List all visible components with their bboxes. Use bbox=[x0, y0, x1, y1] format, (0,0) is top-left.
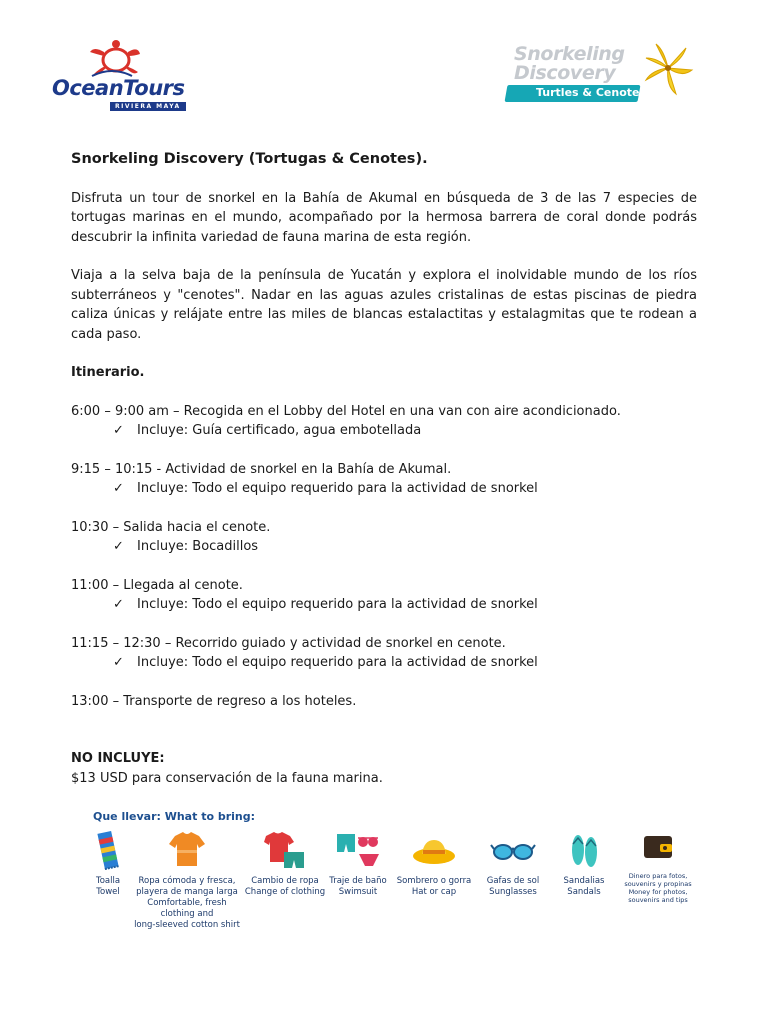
caption-line: Sandals bbox=[567, 887, 601, 897]
caption-line: playera de manga larga bbox=[136, 887, 238, 897]
bring-item-sandals bbox=[558, 830, 610, 898]
logo-line-1: Snorkeling bbox=[514, 43, 625, 65]
not-included-heading: NO INCLUYE: bbox=[71, 751, 165, 766]
bring-item-money bbox=[620, 830, 696, 904]
bring-caption bbox=[326, 876, 390, 898]
logo-band-text: Turtles & Cenotes bbox=[536, 86, 647, 99]
itinerary-include bbox=[71, 421, 697, 441]
caption-line: Sombrero o gorra bbox=[396, 876, 472, 886]
itinerary-time: 11:00 – Llegada al cenote. bbox=[71, 577, 243, 593]
itinerary-heading: Itinerario. bbox=[71, 365, 145, 380]
itinerary-include bbox=[71, 595, 697, 615]
include-text: Incluye: Bocadillos bbox=[137, 539, 259, 554]
caption-line: souvenirs y propinas bbox=[624, 880, 692, 888]
swimsuit-icon bbox=[333, 830, 383, 870]
caption-line: Towel bbox=[96, 887, 120, 897]
itinerary-item bbox=[71, 518, 697, 557]
ocean-tours-subtitle: RIVIERA MAYA bbox=[110, 102, 186, 111]
caption-line: Gafas de sol bbox=[486, 876, 540, 886]
include-text: Incluye: Todo el equipo requerido para la actividad de snorkel bbox=[137, 655, 538, 670]
sandals-icon bbox=[567, 830, 601, 870]
itinerary-include bbox=[71, 537, 697, 557]
checkmark-icon: ✓ bbox=[113, 539, 124, 554]
caption-line: Sandalias bbox=[563, 876, 605, 886]
caption-line: Cambio de ropa bbox=[251, 876, 319, 886]
checkmark-icon: ✓ bbox=[113, 423, 124, 438]
bring-item-hat bbox=[394, 830, 474, 898]
bring-item-clothing bbox=[132, 830, 242, 931]
lily-flower-icon bbox=[642, 40, 694, 96]
bring-caption bbox=[480, 876, 546, 898]
caption-line: souvenirs and tips bbox=[628, 896, 688, 904]
bring-caption bbox=[240, 876, 330, 898]
ocean-tours-logo bbox=[52, 36, 185, 116]
itinerary-item bbox=[71, 576, 697, 615]
bring-item-swimsuit bbox=[326, 830, 390, 898]
itinerary-time: 10:30 – Salida hacia el cenote. bbox=[71, 519, 271, 535]
bring-caption bbox=[88, 876, 128, 898]
caption-line: Sunglasses bbox=[489, 887, 537, 897]
caption-line: Swimsuit bbox=[338, 887, 378, 897]
change-of-clothing-icon bbox=[260, 830, 310, 870]
itinerary-include bbox=[71, 653, 697, 673]
wallet-icon bbox=[638, 830, 678, 866]
what-to-bring-section bbox=[88, 808, 708, 948]
bring-caption bbox=[132, 876, 242, 931]
what-to-bring-title: Que llevar: What to bring: bbox=[93, 810, 256, 823]
caption-line: Dinero para fotos, bbox=[628, 872, 688, 880]
snorkeling-discovery-logo bbox=[504, 40, 696, 110]
include-text: Incluye: Todo el equipo requerido para la actividad de snorkel bbox=[137, 597, 538, 612]
tshirt-icon bbox=[167, 830, 207, 870]
caption-line: Hat or cap bbox=[411, 887, 457, 897]
hat-icon bbox=[411, 830, 457, 870]
bring-caption bbox=[558, 876, 610, 898]
caption-line: Change of clothing bbox=[244, 887, 326, 897]
checkmark-icon: ✓ bbox=[113, 481, 124, 496]
include-text: Incluye: Todo el equipo requerido para la actividad de snorkel bbox=[137, 481, 538, 496]
bring-item-change-of-clothing bbox=[240, 830, 330, 898]
checkmark-icon: ✓ bbox=[113, 597, 124, 612]
document-body bbox=[71, 150, 697, 788]
itinerary-time: 9:15 – 10:15 - Actividad de snorkel en la Bahía de Akumal. bbox=[71, 461, 452, 477]
logo-line-2: Discovery bbox=[514, 62, 616, 84]
caption-line: Ropa cómoda y fresca, bbox=[138, 876, 236, 886]
itinerary-time: 13:00 – Transporte de regreso a los hoteles. bbox=[71, 693, 357, 709]
caption-line: long-sleeved cotton shirt bbox=[134, 920, 240, 930]
itinerary-item bbox=[71, 460, 697, 499]
include-text: Incluye: Guía certificado, agua embotellada bbox=[137, 423, 422, 438]
paragraph-cenotes: Viaja a la selva baja de la península de Yucatán y explora el inolvidable mundo de los ríos subterráneos y "cenotes". Nadar en las aguas azules cristalinas de estas piscinas de piedra caliza únicas y relájate entre las miles de blancas estalactitas y estalagmitas que te rodean a cada paso. bbox=[71, 268, 697, 342]
itinerary-item bbox=[71, 692, 697, 712]
caption-line: Comfortable, fresh bbox=[147, 898, 227, 908]
itinerary-item bbox=[71, 402, 697, 441]
caption-line: Money for photos, bbox=[628, 888, 688, 896]
not-included-text: $13 USD para conservación de la fauna marina. bbox=[71, 770, 383, 786]
caption-line: Traje de baño bbox=[329, 876, 387, 886]
bring-caption bbox=[394, 876, 474, 898]
itinerary-time: 11:15 – 12:30 – Recorrido guiado y actividad de snorkel en cenote. bbox=[71, 635, 506, 651]
caption-line: Toalla bbox=[95, 876, 121, 886]
itinerary-item bbox=[71, 634, 697, 673]
document-title: Snorkeling Discovery (Tortugas & Cenotes). bbox=[71, 151, 428, 167]
sunglasses-icon bbox=[490, 830, 536, 870]
ocean-tours-brand-text: OceanTours bbox=[52, 76, 185, 100]
bring-item-sunglasses bbox=[480, 830, 546, 898]
bring-item-towel bbox=[88, 830, 128, 898]
caption-line: clothing and bbox=[160, 909, 214, 919]
itinerary-include bbox=[71, 479, 697, 499]
checkmark-icon: ✓ bbox=[113, 655, 124, 670]
turtle-icon bbox=[82, 36, 142, 80]
itinerary-time: 6:00 – 9:00 am – Recogida en el Lobby del Hotel en una van con aire acondicionado. bbox=[71, 403, 621, 419]
towel-icon bbox=[94, 830, 122, 870]
paragraph-intro: Disfruta un tour de snorkel en la Bahía de Akumal en búsqueda de 3 de las 7 especies de tortugas marinas en el mundo, acompañado por la hermosa barrera de coral donde podrás descubrir la infinita variedad de fauna marina de esta región. bbox=[71, 190, 697, 245]
bring-caption bbox=[620, 872, 696, 904]
